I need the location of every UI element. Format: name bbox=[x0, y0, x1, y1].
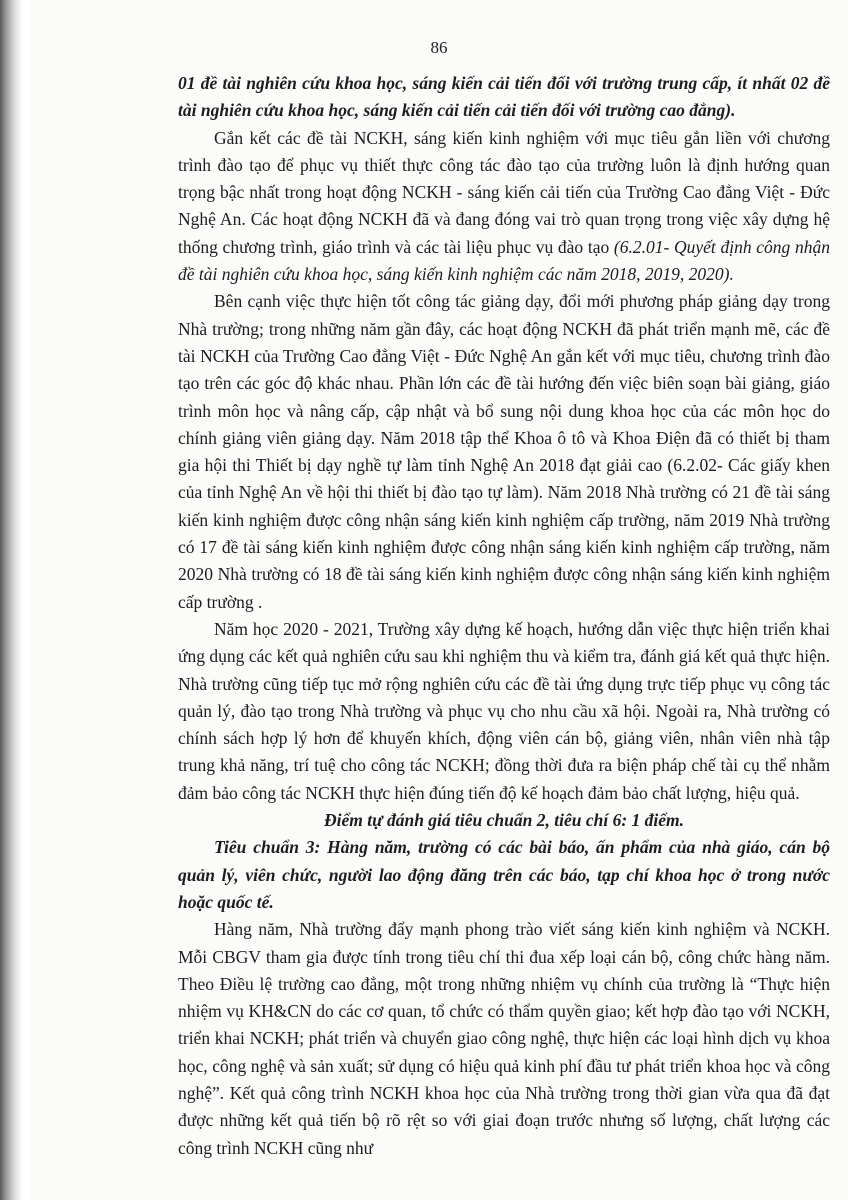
page-content bbox=[178, 70, 830, 1162]
paragraph-linking-topics bbox=[178, 125, 830, 289]
document-page bbox=[30, 0, 848, 1200]
paragraph-research-activities: Bên cạnh việc thực hiện tốt công tác giảng dạy, đổi mới phương pháp giảng dạy trong Nhà trường; trong những năm gần đây, các hoạt động NCKH đã phát triển mạnh mẽ, các đề tài NCKH của Trường Cao đẳng Việt - Đức Nghệ An gắn kết với mục tiêu, chương trình đào tạo trên các góc độ khác nhau. Phần lớn các đề tài hướng đến việc biên soạn bài giảng, giáo trình môn học và nâng cấp, cập nhật và bổ sung nội dung khoa học của các môn học do chính giảng viên giảng dạy. Năm 2018 tập thể Khoa ô tô và Khoa Điện đã có thiết bị tham gia hội thi Thiết bị dạy nghề tự làm tỉnh Nghệ An 2018 đạt giải cao (6.2.02- Các giấy khen của tỉnh Nghệ An về hội thi thiết bị đào tạo tự làm). Năm 2018 Nhà trường có 21 đề tài sáng kiến kinh nghiệm được công nhận sáng kiến kinh nghiệm cấp trường, năm 2019 Nhà trường có 17 đề tài sáng kiến kinh nghiệm được công nhận sáng kiến kinh nghiệm cấp trường, năm 2020 Nhà trường có 18 đề tài sáng kiến kinh nghiệm được công nhận sáng kiến kinh nghiệm cấp trường . bbox=[178, 291, 830, 612]
paragraph-continuation: 01 đề tài nghiên cứu khoa học, sáng kiến cải tiến đối với trường trung cấp, ít nhất 02 đề tài nghiên cứu khoa học, sáng kiến cải tiến cải tiến đối với trường cao đẳng). bbox=[178, 73, 830, 121]
self-assessment-score: Điểm tự đánh giá tiêu chuẩn 2, tiêu chí 6: 1 điểm. bbox=[323, 810, 685, 831]
evidence-reference: (6.2.01- Quyết định công nhận đề tài nghiên cứu khoa học, sáng kiến kinh nghiệm các năm 2018, 2019, 2020). bbox=[178, 236, 830, 285]
book-binding-shadow bbox=[0, 0, 22, 1200]
paragraph-text: Gắn kết các đề tài NCKH, sáng kiến kinh nghiệm với mục tiêu gắn liền với chương trình đào tạo để phục vụ thiết thực công tác đào tạo của trường luôn là định hướng quan trọng bậc nhất trong hoạt động NCKH - sáng kiến cải tiến của Trường Cao đẳng Việt - Đức Nghệ An. Các hoạt động NCKH đã và đang đóng vai trò quan trọng trong việc xây dựng hệ thống chương trình, giáo trình và các tài liệu phục vụ đào tạo bbox=[178, 127, 830, 257]
page-number: 86 bbox=[430, 38, 448, 57]
standard-3-heading: Tiêu chuẩn 3: Hàng năm, trường có các bài báo, ấn phẩm của nhà giáo, cán bộ quản lý, viên chức, người lao động đăng trên các báo, tạp chí khoa học ở trong nước hoặc quốc tế. bbox=[178, 837, 830, 912]
paragraph-annual-initiatives: Hàng năm, Nhà trường đẩy mạnh phong trào viết sáng kiến kinh nghiệm và NCKH. Mỗi CBGV tham gia được tính trong tiêu chí thi đua xếp loại cán bộ, công chức hàng năm. Theo Điều lệ trường cao đẳng, một trong những nhiệm vụ chính của trường là “Thực hiện nhiệm vụ KH&CN do các cơ quan, tổ chức có thẩm quyền giao; kết hợp đào tạo với NCKH, triển khai NCKH; phát triển và chuyển giao công nghệ, thực hiện các loại hình dịch vụ khoa học, công nghệ và sản xuất; sử dụng có hiệu quả kinh phí đầu tư phát triển khoa học và công nghệ”. Kết quả công trình NCKH khoa học của Nhà trường trong thời gian vừa qua đã đạt được những kết quả tiến bộ rõ rệt so với giai đoạn trước nhưng số lượng, chất lượng các công trình NCKH cũng như bbox=[178, 919, 830, 1158]
paragraph-school-year-plan: Năm học 2020 - 2021, Trường xây dựng kế hoạch, hướng dẫn việc thực hiện triển khai ứng dụng các kết quả nghiên cứu sau khi nghiệm thu và kiểm tra, đánh giá kết quả thực hiện. Nhà trường cũng tiếp tục mở rộng nghiên cứu các đề tài ứng dụng trực tiếp phục vụ công tác quản lý, đào tạo trong Nhà trường và phục vụ cho nhu cầu xã hội. Ngoài ra, Nhà trường có chính sách hợp lý hơn để khuyến khích, động viên cán bộ, giảng viên, nhân viên nhà tập trung khả năng, trí tuệ cho công tác NCKH; đồng thời đưa ra biện pháp chế tài cụ thể nhằm đảm bảo công tác NCKH thực hiện đúng tiến độ kế hoạch đảm bảo chất lượng, hiệu quả. bbox=[178, 618, 830, 803]
